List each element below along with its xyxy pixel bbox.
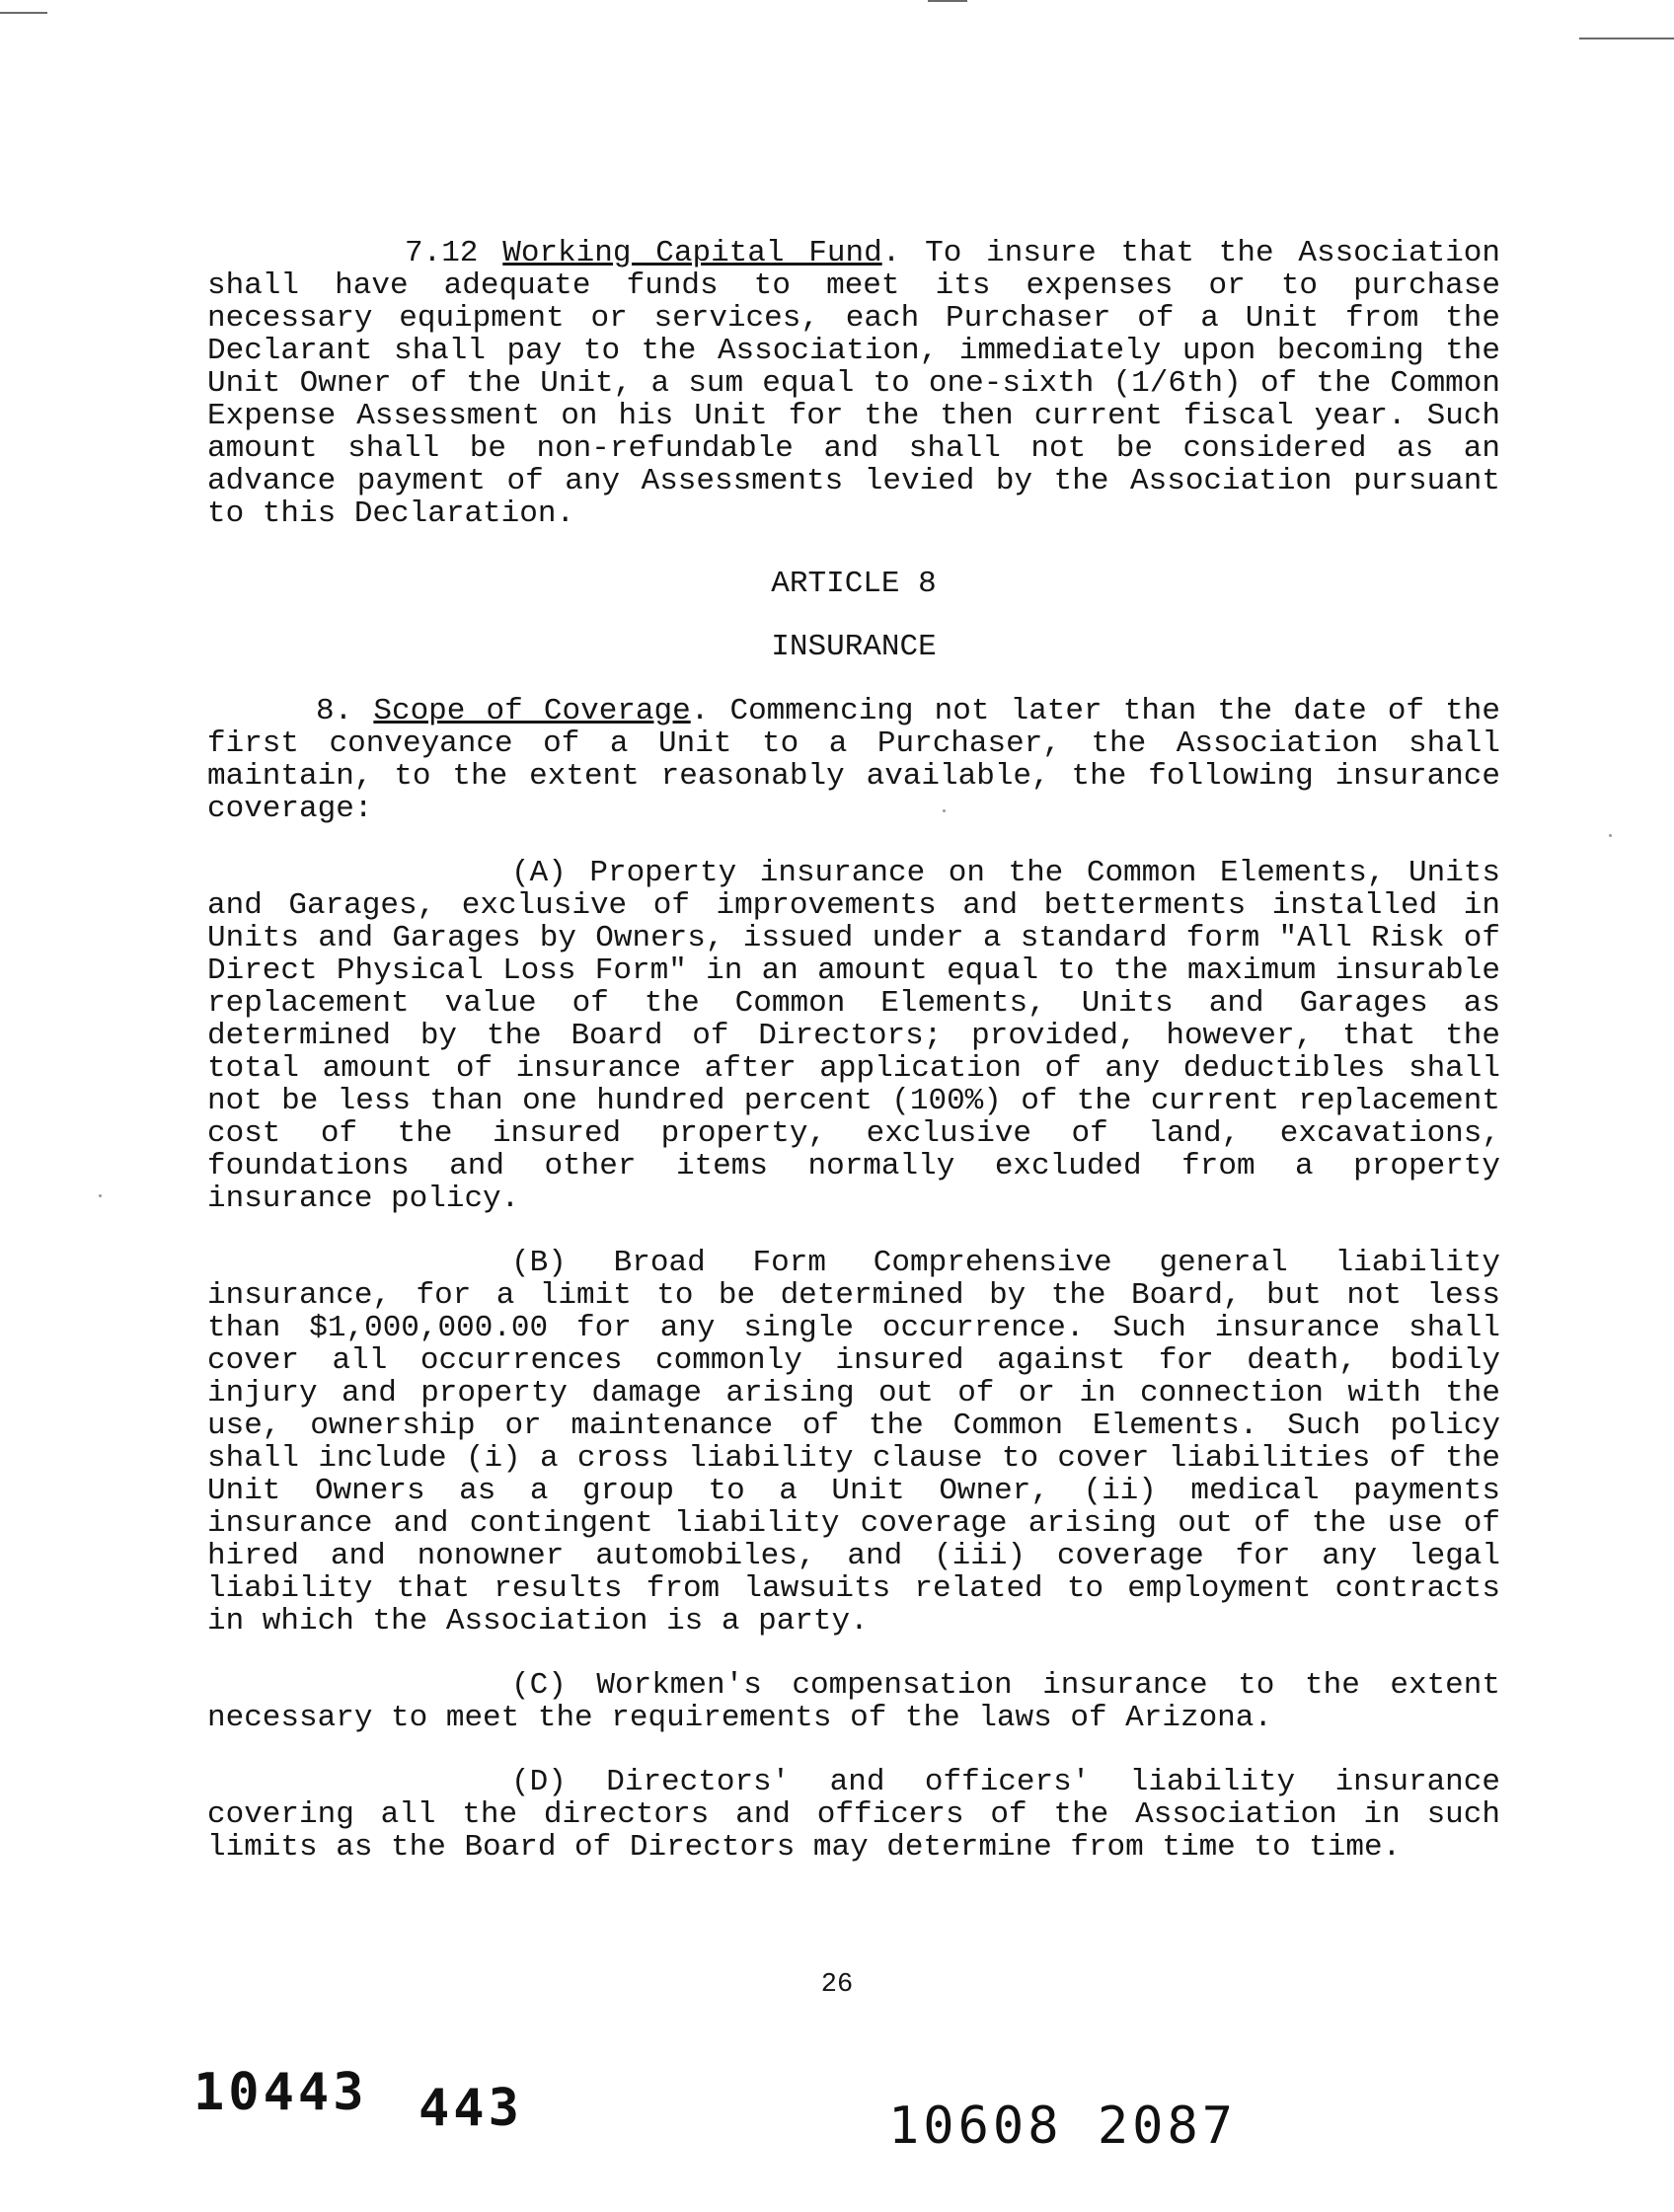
scan-edge-top-left [0, 12, 47, 14]
section-8-text: . Commencing not later than the date of the first conveyance of a Unit to a Purchaser, the Association shall maintain, to the extent reasonably available, the following insurance coverage: [207, 694, 1500, 826]
item-b-paragraph [207, 1247, 1500, 1638]
item-a-text: Property insurance on the Common Elements, Units and Garages, exclusive of improvements and betterments installed in Units and Garages by Owners, issued under a standard form "All Risk of Direct Physical Loss Form" in an amount equal to the maximum insurable replacement value of the Common Elements, Units and Garages as determined by the Board of Directors; provided, however, that the total amount of insurance after application of any deductibles shall not be less than one hundred percent (100%) of the current replacement cost of the insured property, exclusive of land, excavations, foundations and other items normally excluded from a property insurance policy. [207, 856, 1500, 1216]
section-7-12-paragraph [207, 237, 1500, 530]
item-b-label: (B) [511, 1246, 567, 1280]
section-7-12-heading: Working Capital Fund [502, 236, 882, 270]
article-label: ARTICLE 8 [771, 567, 937, 601]
stamp-docket-left: 10443 [193, 2063, 368, 2122]
item-c-text: Workmen's compensation insurance to the extent necessary to meet the requirements of the laws of Arizona. [207, 1668, 1500, 1735]
scan-edge-top-center [928, 0, 967, 2]
item-c-label: (C) [511, 1668, 567, 1703]
section-8-heading: Scope of Coverage [373, 694, 691, 728]
stamp-recording-right: 10608 2087 [888, 2097, 1238, 2156]
item-b-text: Broad Form Comprehensive general liability insurance, for a limit to be determined by the Board, but not less than $1,000,000.00 for any single occurrence. Such insurance shall cover all occurrences commonly insured against for death, bodily injury and property damage arising out of or in connection with the use, ownership or maintenance of the Common Elements. Such policy shall include (i) a cross liability clause to cover liabilities of the Unit Owners as a group to a Unit Owner, (ii) medical payments insurance and contingent liability coverage arising out of the use of hired and nonowner automobiles, and (iii) coverage for any legal liability that results from lawsuits related to employment contracts in which the Association is a party. [207, 1246, 1500, 1639]
stamp-page-left: 443 [418, 2079, 523, 2138]
article-title: INSURANCE [771, 630, 937, 664]
section-7-12-number: 7.12 [405, 236, 479, 270]
scan-speck [99, 1194, 102, 1197]
document-body [207, 237, 1500, 1864]
scan-edge-top-right [1579, 38, 1674, 39]
item-d-text: Directors' and officers' liability insurance covering all the directors and officers of the Association in such limits as the Board of Directors may determine from time to time. [207, 1765, 1500, 1865]
page-number: 26 [820, 1970, 854, 2000]
item-d-paragraph [207, 1766, 1500, 1864]
item-a-label: (A) [511, 856, 567, 890]
item-a-paragraph [207, 857, 1500, 1215]
section-8-paragraph [207, 695, 1500, 825]
item-c-paragraph [207, 1669, 1500, 1734]
scan-speck [1609, 834, 1612, 837]
section-8-number: 8. [316, 694, 353, 728]
scan-speck [943, 809, 946, 812]
item-d-label: (D) [511, 1765, 567, 1799]
section-7-12-text: . To insure that the Association shall have adequate funds to meet its expenses or to purchase necessary equipment or services, each Purchaser of a Unit from the Declarant shall pay to the Association, immediately upon becoming the Unit Owner of the Unit, a sum equal to one-sixth (1/6th) of the Common Expense Assessment on his Unit for the then current fiscal year. Such amount shall be non-refundable and shall not be considered as an advance payment of any Assessments levied by the Association pursuant to this Declaration. [207, 236, 1501, 531]
